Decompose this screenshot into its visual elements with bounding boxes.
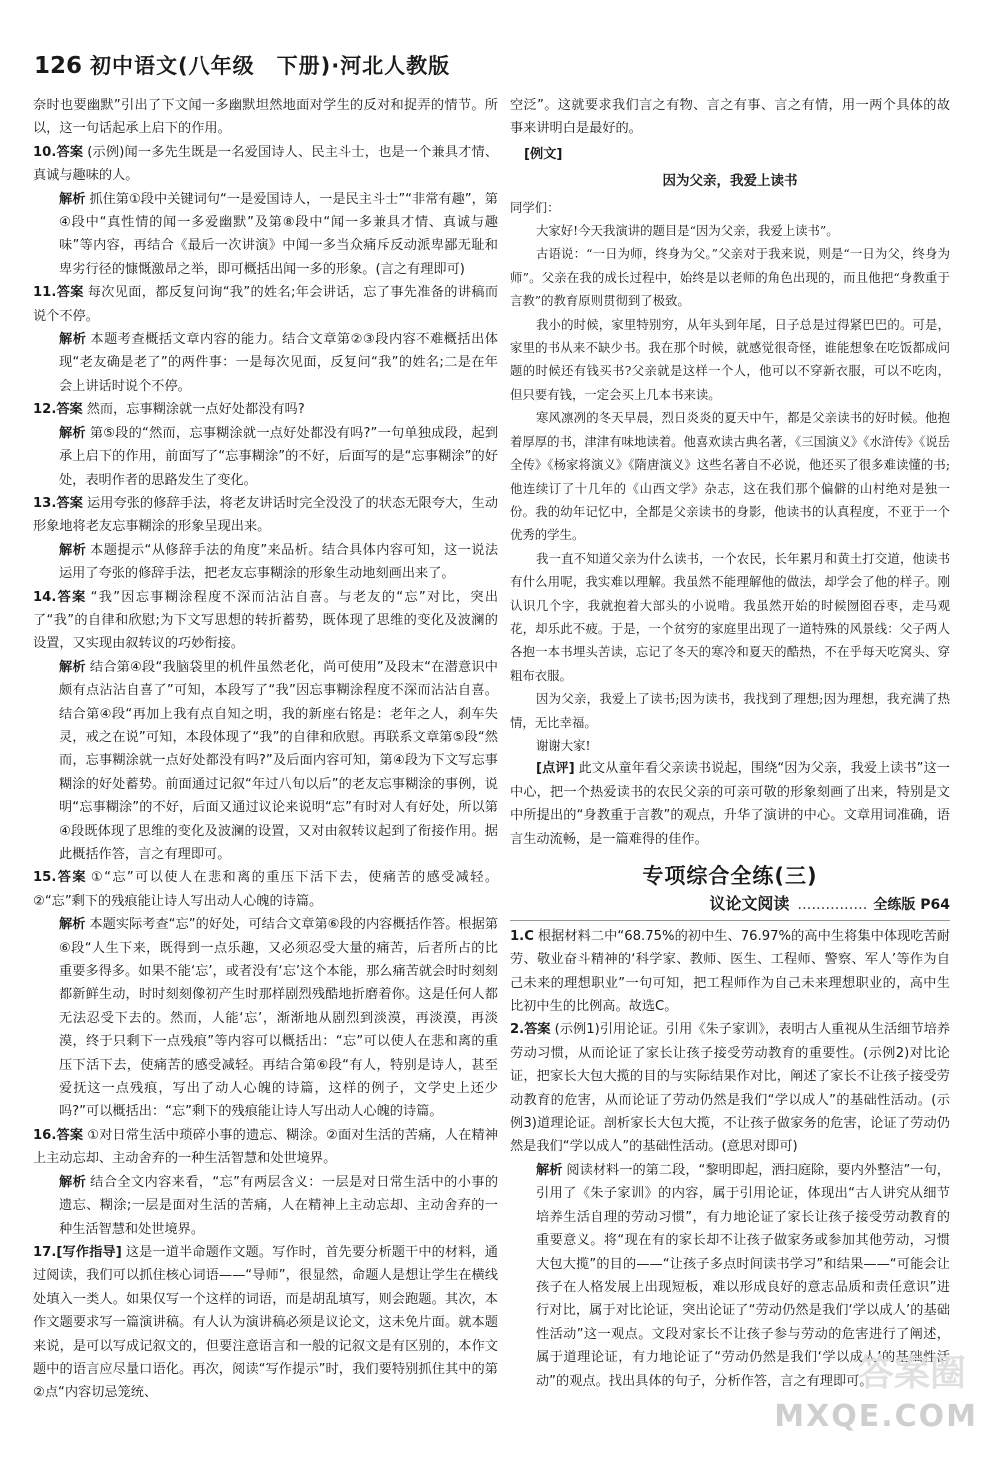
analysis-tag: 解析 xyxy=(536,1162,563,1178)
left-continuation: 奈时也要幽默”引出了下文闻一多幽默坦然地面对学生的反对和捉弄的情节。所以，这一句话起承上启下的作用。 xyxy=(33,98,498,137)
analysis-item xyxy=(33,539,498,586)
item-number: 14. xyxy=(33,589,57,605)
answer-tag: 答案 xyxy=(56,1127,84,1143)
essay-paragraph: 我一直不知道父亲为什么读书，一个农民，长年累月和黄土打交道，他读书有什么用呢，我实难以理解。我虽然不能理解他的做法，却学会了他的样子。刚认识几个字，我就抱着大部头的小说啃。我虽然开始的时候囫囵吞枣，走马观花，却乐此不疲。于是，一个贫穷的家庭里出现了一道特殊的风景线：父子两人各抱一本书埋头苦读，忘记了冬天的寒冷和夏天的酷热，不在乎每天吃窝头、穿粗布衣服。 xyxy=(510,550,950,683)
analysis-text: 抓住第①段中关键词句“一是爱国诗人，一是民主斗士”“非常有趣”，第④段中“真性情的闻一多爱幽默”及第⑧段中“闻一多兼具才情、真诚与趣味”等内容，再结合《最后一次讲演》中闻一多当众痛斥反动派卑鄙无耻和卑劣行径的慷慨激昂之举，即可概括出闻一多的形象。(言之有理即可) xyxy=(59,191,498,277)
answer-text: 然而，忘事糊涂就一点好处都没有吗? xyxy=(86,402,305,418)
analysis-tag: 解析 xyxy=(59,425,86,441)
answer-item xyxy=(33,866,498,913)
analysis-text: 本题提示“从修辞手法的角度”来品析。结合具体内容可知，这一说法运用了夸张的修辞手法，把老友忘事糊涂的形象生动地刻画出来了。 xyxy=(59,542,499,582)
item-number: 17. xyxy=(33,1244,57,1260)
essay-paragraph: 大家好!今天我演讲的题目是“因为父亲，我爱上读书”。 xyxy=(536,223,839,239)
comment-tag: [点评] xyxy=(536,761,575,777)
right-answer-list xyxy=(510,925,950,1393)
answer-item xyxy=(33,586,498,656)
answer-item xyxy=(33,141,498,188)
essay-paragraph: 我小的时候，家里特别穷，从年头到年尾，日子总是过得紧巴巴的。可是，家里的书从来不缺少书。我在那个时候，就感觉很奇怪，谁能想象在吃饭都成问题的时候还有钱买书?父亲就是这样一个人，他可以不穿新衣服，可以不吃肉，但只要有钱，一定会买上几本书来读。 xyxy=(510,316,950,402)
essay-body xyxy=(510,196,950,758)
answer-tag: [写作指导] xyxy=(56,1244,122,1260)
answer-item xyxy=(33,398,498,421)
answer-text: 这是一道半命题作文题。写作时，首先要分析题干中的材料，通过阅读，我们可以抓住核心词语——“导师”，很显然，命题人是想让学生在横线处填入一类人。如果仅写一个这样的词语，而是胡乱填写，则会跑题。其次，本作文题要求写一篇演讲稿。有人认为演讲稿必须是议论文，这未免片面。就本题来说，是可以写成记叙文的，但要注意语言和一般的记叙文是有区别的，本作文题中的语言应尽量口语化。再次，阅读“写作提示”时，我们要特别抓住其中的第②点“内容切忌笼统、 xyxy=(33,1244,498,1401)
item-number: 2. xyxy=(510,1022,525,1038)
analysis-tag: 解析 xyxy=(59,1174,87,1190)
answer-item xyxy=(33,1124,498,1171)
item-number: 10. xyxy=(33,144,57,160)
analysis-item xyxy=(33,913,498,1124)
left-column xyxy=(33,94,498,1405)
essay-paragraph: 古语说：“一日为师，终身为父。”父亲对于我来说，则是“一日为父，终身为师”。父亲在我的成长过程中，始终是以老师的角色出现的，而且他把“身教重于言教”的教育原则贯彻到了极致。 xyxy=(510,246,950,309)
comment-text: 此文从童年看父亲读书说起，围绕“因为父亲，我爱上读书”这一中心，把一个热爱读书的农民父亲的可亲可敬的形象刻画了出来，特别是文中所提出的“身教重于言教”的观点，升华了演讲的中心。文章用词准确，语言生动流畅，是一篇难得的佳作。 xyxy=(510,761,950,847)
item-number: 12. xyxy=(33,402,57,418)
watermark: MXQE.COM xyxy=(774,1399,978,1434)
right-continuation: 空泛”。这就要求我们言之有物、言之有事、言之有情，用一两个具体的故事来讲明白是最好的。 xyxy=(510,98,950,137)
item-number: 15. xyxy=(33,870,57,886)
answer-text: ①对日常生活中琐碎小事的遗忘、糊涂。②面对生活的苦痛，人在精神上主动忘却、主动舍弃的一种生活智慧和处世境界。 xyxy=(33,1127,498,1167)
analysis-item xyxy=(33,656,498,867)
subtitle-leader: …………… xyxy=(797,897,868,914)
analysis-tag: 解析 xyxy=(59,659,86,675)
essay-paragraph: 谢谢大家! xyxy=(536,737,591,753)
section-subtitle xyxy=(510,892,950,920)
answer-tag: 答案 xyxy=(56,144,84,160)
page-number: 126 xyxy=(34,53,83,79)
page-header xyxy=(34,50,450,84)
analysis-text: 第⑤段的“然而，忘事糊涂就一点好处都没有吗?”一句单独成段，起到承上启下的作用，前面写了“忘事糊涂”的不好，后面写的是“忘事糊涂”的好处，表明作者的思路发生了变化。 xyxy=(59,425,499,488)
answer-item xyxy=(510,1018,950,1158)
right-column xyxy=(510,94,950,1393)
analysis-tag: 解析 xyxy=(59,191,86,207)
analysis-text: 结合第④段“我脑袋里的机件虽然老化，尚可使用”及段末“在潜意识中颇有点沾沾自喜了”可知，本段写了“我”因忘事糊涂程度不深而沾沾自喜。结合第④段“再加上我有点自知之明，我的新座右铭是：老年之人，刹车失灵，戒之在说”可知，本段体现了“我”的自律和欣慰。再联系文章第⑤段“然而，忘事糊涂就一点好处都没有吗?”及后面内容可知，第④段为下文写忘事糊涂的好处蓄势。前面通过记叙“年过八旬以后”的老友忘事糊涂的事例，说明“忘事糊涂”的不好，后面又通过议论来说明“忘”有时对人有好处，所以第④段既体现了思维的变化及波澜的设置，又对由叙转议起到了衔接作用。据此概括作答，言之有理即可。 xyxy=(59,659,498,862)
essay-paragraph: 因为父亲，我爱上了读书;因为读书，我找到了理想;因为理想，我充满了热情，无比幸福。 xyxy=(510,691,950,730)
subtitle-page-ref: 全练版 P64 xyxy=(873,897,950,914)
analysis-item xyxy=(33,188,498,282)
answer-item xyxy=(33,492,498,539)
subtitle-text: 议论文阅读 xyxy=(709,894,790,914)
example-label: [例文] xyxy=(524,146,563,162)
answer-item xyxy=(33,1241,498,1405)
essay-title: 因为父亲，我爱上读书 xyxy=(662,173,798,190)
answer-tag: 答案 xyxy=(56,402,83,418)
answer-item xyxy=(510,925,950,1019)
comment-paragraph xyxy=(510,757,950,851)
answer-text: “我”因忘事糊涂程度不深而沾沾自喜。与老友的“忘”对比，突出了“我”的自律和欣慰;为下文写思想的转折蓄势，既体现了思维的变化及波澜的设置，又实现由叙转议的巧妙衔接。 xyxy=(33,589,499,652)
answer-item xyxy=(33,281,498,328)
answer-tag: C xyxy=(524,928,534,944)
book-title: 初中语文(八年级 下册)·河北人教版 xyxy=(90,54,451,78)
item-number: 1. xyxy=(510,928,525,944)
essay-paragraph: 寒风凛冽的冬天早晨，烈日炎炎的夏天中午，都是父亲读书的好时候。他抱着厚厚的书，津津有味地读着。他喜欢读古典名著，《三国演义》《水浒传》《说岳全传》《杨家将演义》《隋唐演义》这些名著自不必说，他还买了很多难读懂的书;他连续订了十几年的《山西文学》杂志，这在我们那个偏僻的山村绝对是独一份。我的幼年记忆中，全都是父亲读书的身影，他读书的认真程度，不亚于一个优秀的学生。 xyxy=(510,410,950,543)
watermark-logo-text: 答案圈 xyxy=(857,1353,966,1394)
analysis-text: 本题实际考查“忘”的好处，可结合文章第⑥段的内容概括作答。根据第⑥段“人生下来，既得到一点乐趣，又必须忍受大量的痛苦，后者所占的比重要多得多。如果不能‘忘’，或者没有‘忘’这个本能，那么痛苦就会时时刻刻都新鲜生动，时时刻刻像初产生时那样剧烈残酷地折磨着你。这是任何人都无法忍受下去的。然而，人能‘忘’，渐渐地从剧烈到淡漠，再淡漠，再淡漠，终于只剩下一点残痕”等内容可以概括出：“忘”可以使人在悲和离的重压下活下去，使痛苦的感受减轻。再结合第⑥段“有人，特别是诗人，甚至爱抚这一点残痕，写出了动人心魄的诗篇，这样的例子，文学史上还少吗?”可以概括出：“忘”剩下的残痕能让诗人写出动人心魄的诗篇。 xyxy=(59,917,499,1120)
answer-text: (示例)闻一多先生既是一名爱国诗人、民主斗士，也是一个兼具才情、真诚与趣味的人。 xyxy=(33,144,499,184)
analysis-text: 结合全文内容来看，“忘”有两层含义：一层是对日常生活中的小事的遗忘、糊涂;一层是面对生活的苦痛，人在精神上主动忘却、主动舍弃的一种生活智慧和处世境界。 xyxy=(59,1174,499,1237)
answer-tag: 答案 xyxy=(56,495,83,511)
answer-text: (示例1)引用论证。引用《朱子家训》，表明古人重视从生活细节培养劳动习惯，从而论证了家长让孩子接受劳动教育的重要性。(示例2)对比论证，把家长大包大揽的目的与实际结果作对比，阐述了家长不让孩子接受劳动教育的危害，从而论证了劳动仍然是我们“学以成人”的基础性活动。(示例3)道理论证。剖析家长大包大揽，不让孩子做家务的危害，论证了劳动仍然是我们“学以成人”的基础性活动。(意思对即可) xyxy=(510,1022,951,1155)
item-number: 11. xyxy=(33,285,57,301)
answer-text: 根据材料二中“68.75%的初中生、76.97%的高中生将集中体现吃苦耐劳、敬业奋斗精神的‘科学家、教师、医生、工程师、警察、军人’等作为自己未来的理想职业”一句可知，把工程师作为自己未来理想职业的，高中生比初中生的比例高。故选C。 xyxy=(510,928,950,1015)
answer-tag: 答案 xyxy=(524,1022,551,1038)
analysis-text: 阅读材料一的第二段，“黎明即起，洒扫庭除，要内外整洁”一句，引用了《朱子家训》的内容，属于引用论证，体现出“古人讲究从细节培养生活自理的劳动习惯”，有力地论证了家长让孩子接受劳动教育的重要意义。将“现在有的家长却不让孩子做家务或参加其他劳动，习惯大包大揽”的目的——“让孩子多点时间读书学习”和结果——“可能会让孩子在人格发展上出现短板，难以形成良好的意志品质和责任意识”进行对比，属于对比论证，突出论证了“劳动仍然是我们‘学以成人’的基础性活动”这一观点。文段对家长不让孩子参与劳动的危害进行了阐述，属于道理论证，有力地论证了“劳动仍然是我们‘学以成人’的基础性活动”的观点。找出具体的句子，分析作答，言之有理即可。 xyxy=(536,1162,950,1389)
item-number: 13. xyxy=(33,495,57,511)
answer-text: 运用夸张的修辞手法，将老友讲话时完全没没了的状态无限夸大，生动形象地将老友忘事糊涂的形象呈现出来。 xyxy=(33,495,499,535)
analysis-tag: 解析 xyxy=(59,332,87,348)
analysis-tag: 解析 xyxy=(59,917,86,933)
analysis-tag: 解析 xyxy=(59,542,87,558)
answer-tag: 答案 xyxy=(56,589,87,605)
analysis-item xyxy=(33,422,498,492)
left-answer-list xyxy=(33,141,498,1405)
analysis-item xyxy=(33,1171,498,1241)
item-number: 16. xyxy=(33,1127,57,1143)
answer-text: 每次见面，都反复问询“我”的姓名;年会讲话，忘了事先准备的讲稿而说个不停。 xyxy=(33,285,499,324)
answer-tag: 答案 xyxy=(56,285,84,301)
answer-tag: 答案 xyxy=(56,870,87,886)
section-title: 专项综合全练(三) xyxy=(642,864,818,888)
analysis-text: 本题考查概括文章内容的能力。结合文章第②③段内容不难概括出体现“老友确是老了”的两件事：一是每次见面，反复问“我”的姓名;二是在年会上讲话时说个不停。 xyxy=(59,332,498,394)
analysis-item xyxy=(33,328,498,398)
essay-paragraph: 同学们： xyxy=(510,199,560,215)
answer-text: ①“忘”可以使人在悲和离的重压下活下去，使痛苦的感受减轻。②“忘”剩下的残痕能让诗人写出动人心魄的诗篇。 xyxy=(33,870,499,909)
